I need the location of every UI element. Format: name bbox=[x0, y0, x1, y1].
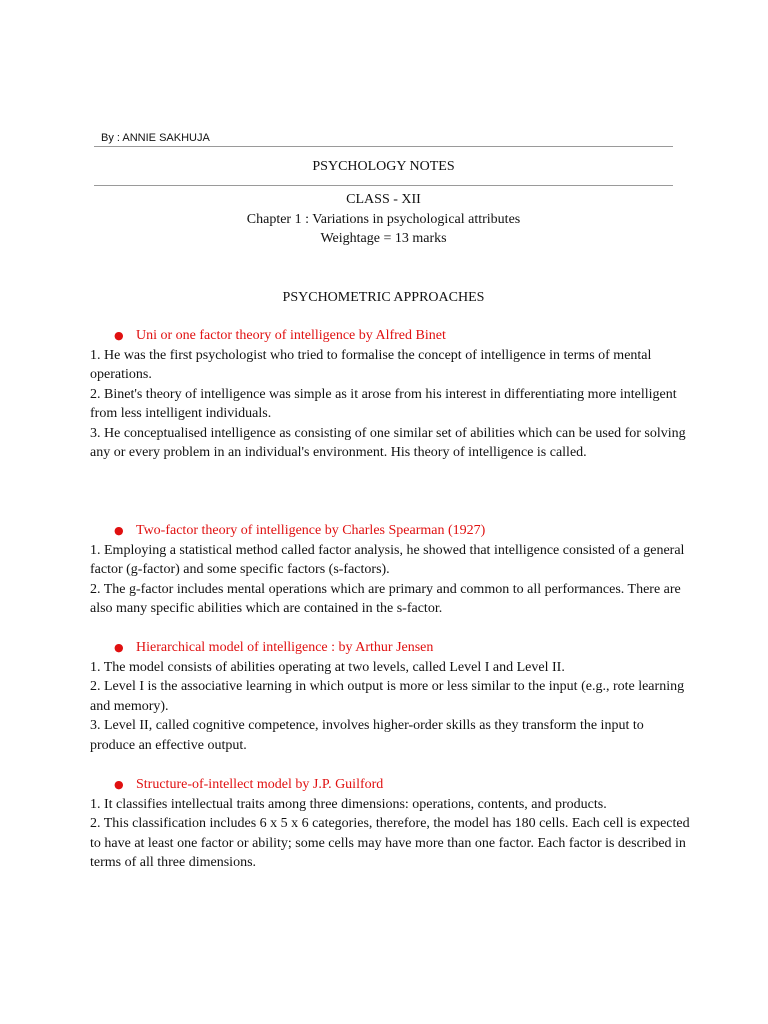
weightage-line: Weightage = 13 marks bbox=[320, 231, 447, 246]
theory-heading bbox=[90, 638, 690, 658]
theory-heading bbox=[90, 775, 690, 795]
header-divider-bottom bbox=[94, 185, 673, 186]
theory-section-guilford bbox=[90, 775, 690, 873]
theory-section-spearman bbox=[90, 521, 690, 619]
bullet-icon: ● bbox=[114, 524, 124, 537]
theory-point: 1. It classifies intellectual traits among three dimensions: operations, contents, and products. bbox=[90, 796, 607, 812]
theory-heading bbox=[90, 326, 690, 346]
chapter-line: Chapter 1 : Variations in psychological attributes bbox=[246, 212, 521, 227]
theory-point: 3. Level II, called cognitive competence, involves higher-order skills as they transform the input to produce an effective output. bbox=[90, 718, 644, 753]
section-heading-psychometric: PSYCHOMETRIC APPROACHES bbox=[282, 290, 485, 305]
theory-heading bbox=[90, 521, 690, 541]
theory-section-binet bbox=[90, 326, 690, 463]
theory-point: 1. Employing a statistical method called factor analysis, he showed that intelligence consisted of a general factor (g-factor) and some specific factors (s-factors). bbox=[90, 542, 685, 577]
theory-point: 2. Binet's theory of intelligence was simple as it arose from his interest in differentiating more intelligent from less intelligent individuals. bbox=[90, 386, 677, 421]
theory-section-jensen bbox=[90, 638, 690, 755]
theory-point: 1. He was the first psychologist who tried to formalise the concept of intelligence in terms of mental operations. bbox=[90, 347, 652, 382]
bullet-icon: ● bbox=[114, 329, 124, 342]
theory-point: 2. Level I is the associative learning in which output is more or less similar to the input (e.g., rote learning and memory). bbox=[90, 679, 685, 714]
author-byline: By : ANNIE SAKHUJA bbox=[101, 132, 210, 144]
theory-point: 3. He conceptualised intelligence as consisting of one similar set of abilities which can be used for solving any or every problem in an individual's environment. His theory of intelligence is called. bbox=[90, 425, 686, 460]
class-line: CLASS - XII bbox=[346, 192, 421, 207]
theory-point: 1. The model consists of abilities operating at two levels, called Level I and Level II. bbox=[90, 659, 565, 675]
bullet-icon: ● bbox=[114, 641, 124, 654]
theory-point: 2. This classification includes 6 x 5 x 6 categories, therefore, the model has 180 cells. Each cell is expected to have at least one factor or ability; some cells may have more than one factor. Each factor is described in terms of all three dimensions. bbox=[90, 816, 690, 870]
document-title: PSYCHOLOGY NOTES bbox=[312, 159, 455, 174]
theory-heading-text: Structure-of-intellect model by J.P. Guilford bbox=[136, 777, 384, 792]
theory-heading-text: Two-factor theory of intelligence by Charles Spearman (1927) bbox=[136, 523, 486, 538]
theory-heading-text: Uni or one factor theory of intelligence by Alfred Binet bbox=[136, 328, 446, 343]
header-divider-top bbox=[94, 146, 673, 147]
theory-heading-text: Hierarchical model of intelligence : by Arthur Jensen bbox=[136, 640, 434, 655]
theory-point: 2. The g-factor includes mental operations which are primary and common to all performances. There are also many specific abilities which are contained in the s-factor. bbox=[90, 581, 681, 616]
bullet-icon: ● bbox=[114, 778, 124, 791]
